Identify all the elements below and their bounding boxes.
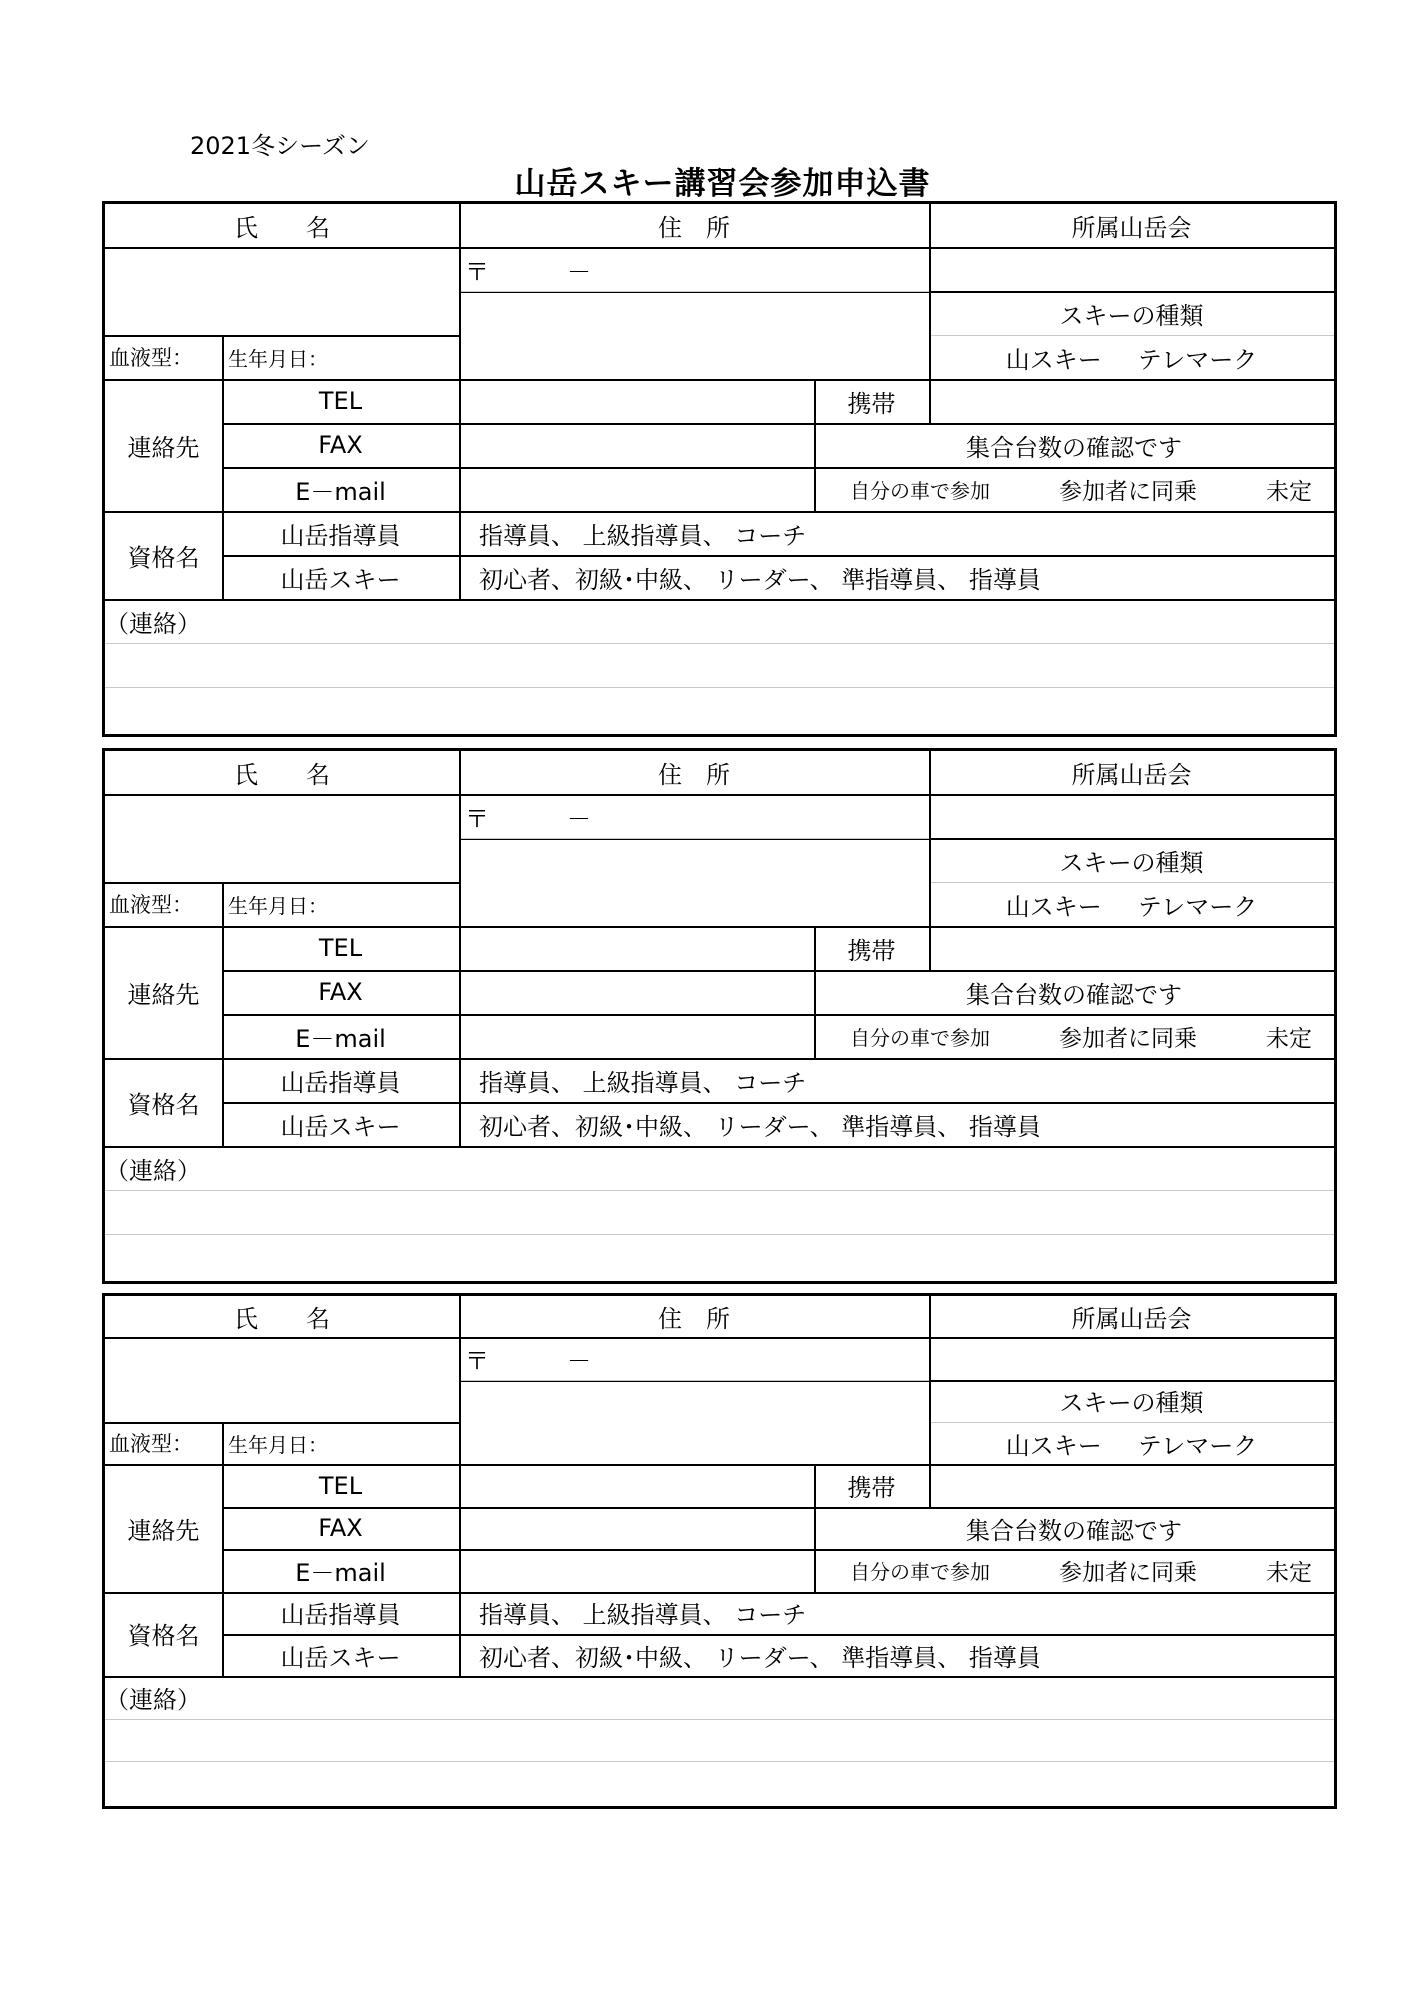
qualification-label: 資格名 bbox=[127, 1090, 200, 1119]
email-field[interactable] bbox=[459, 1014, 814, 1058]
birthdate-field[interactable] bbox=[222, 882, 459, 926]
contact-label: 連絡先 bbox=[127, 1516, 200, 1545]
notes-field[interactable] bbox=[105, 643, 1334, 731]
postal-dash: － bbox=[567, 804, 591, 833]
fax-field[interactable] bbox=[459, 423, 814, 467]
address-header: 住 所 bbox=[658, 761, 730, 789]
instructor-label: 山岳指導員 bbox=[280, 1601, 401, 1630]
application-form-3 bbox=[102, 1293, 1337, 1809]
birthdate-label: 生年月日： bbox=[228, 893, 328, 918]
mobile-field[interactable] bbox=[929, 926, 1334, 970]
carpool-option-ride-along[interactable]: 参加者に同乗 bbox=[1059, 478, 1197, 505]
name-field[interactable] bbox=[105, 794, 459, 882]
mobile-field[interactable] bbox=[929, 1464, 1334, 1506]
birthdate-label: 生年月日： bbox=[228, 346, 328, 371]
application-form-1 bbox=[102, 201, 1337, 737]
mobile-field[interactable] bbox=[929, 379, 1334, 423]
address-field[interactable] bbox=[459, 1380, 929, 1465]
ski-type-options bbox=[929, 1422, 1334, 1464]
postal-mark: 〒 bbox=[465, 1347, 489, 1376]
qualification-label: 資格名 bbox=[127, 543, 200, 572]
ski-option-mountain-ski[interactable]: 山スキー bbox=[1005, 345, 1102, 374]
ski-type-header: スキーの種類 bbox=[1059, 848, 1204, 877]
postal-dash: － bbox=[567, 257, 591, 286]
name-header: 氏 名 bbox=[234, 214, 330, 242]
carpool-option-undecided[interactable]: 未定 bbox=[1266, 1025, 1312, 1052]
instructor-label: 山岳指導員 bbox=[280, 521, 401, 550]
ski-option-mountain-ski[interactable]: 山スキー bbox=[1005, 892, 1102, 921]
ski-type-header: スキーの種類 bbox=[1059, 1389, 1204, 1418]
notes-label: （連絡） bbox=[105, 609, 201, 638]
tel-label: TEL bbox=[318, 1471, 363, 1500]
season-label: 2021冬シーズン bbox=[190, 132, 370, 160]
postal-code-field[interactable] bbox=[459, 1337, 929, 1379]
address-field[interactable] bbox=[459, 291, 929, 379]
address-header: 住 所 bbox=[658, 214, 730, 242]
carpool-option-undecided[interactable]: 未定 bbox=[1266, 1559, 1312, 1586]
blood-type-label: 血液型： bbox=[109, 346, 193, 370]
tel-label: TEL bbox=[318, 934, 363, 962]
notes-label: （連絡） bbox=[105, 1156, 201, 1185]
email-label: E－mail bbox=[295, 477, 386, 506]
instructor-options[interactable]: 指導員、 上級指導員、 コーチ bbox=[479, 521, 807, 550]
ski-qualification-options[interactable]: 初心者、初級･中級、 リーダー、 準指導員、 指導員 bbox=[479, 565, 1041, 594]
carpool-option-own-car[interactable]: 自分の車で参加 bbox=[850, 1559, 990, 1584]
blood-type-field[interactable] bbox=[105, 882, 222, 926]
club-header: 所属山岳会 bbox=[1071, 1305, 1192, 1334]
postal-code-field[interactable] bbox=[459, 247, 929, 291]
ski-qualification-options[interactable]: 初心者、初級･中級、 リーダー、 準指導員、 指導員 bbox=[479, 1643, 1041, 1672]
email-label: E－mail bbox=[295, 1558, 386, 1587]
name-field[interactable] bbox=[105, 1337, 459, 1422]
carpool-option-ride-along[interactable]: 参加者に同乗 bbox=[1059, 1025, 1197, 1052]
postal-code-field[interactable] bbox=[459, 794, 929, 838]
birthdate-field[interactable] bbox=[222, 1422, 459, 1464]
carpool-header: 集合台数の確認です bbox=[966, 980, 1182, 1009]
carpool-options bbox=[814, 1014, 1334, 1058]
carpool-header: 集合台数の確認です bbox=[966, 1516, 1182, 1545]
ski-type-options bbox=[929, 335, 1334, 379]
instructor-label: 山岳指導員 bbox=[280, 1068, 401, 1097]
name-field[interactable] bbox=[105, 247, 459, 335]
postal-mark: 〒 bbox=[465, 804, 489, 833]
blood-type-field[interactable] bbox=[105, 335, 222, 379]
ski-qualification-label: 山岳スキー bbox=[280, 1112, 401, 1141]
name-header: 氏 名 bbox=[234, 1305, 330, 1334]
club-header: 所属山岳会 bbox=[1071, 214, 1192, 242]
tel-label: TEL bbox=[318, 387, 363, 415]
fax-field[interactable] bbox=[459, 1507, 814, 1549]
notes-field[interactable] bbox=[105, 1190, 1334, 1278]
blood-type-field[interactable] bbox=[105, 1422, 222, 1464]
fax-field[interactable] bbox=[459, 970, 814, 1014]
mobile-label: 携帯 bbox=[847, 1474, 896, 1503]
tel-field[interactable] bbox=[459, 379, 814, 423]
postal-mark: 〒 bbox=[465, 257, 489, 286]
ski-option-telemark[interactable]: テレマーク bbox=[1137, 1431, 1258, 1460]
postal-dash: － bbox=[567, 1347, 591, 1376]
ski-type-options bbox=[929, 882, 1334, 926]
instructor-options[interactable]: 指導員、 上級指導員、 コーチ bbox=[479, 1068, 807, 1097]
mobile-label: 携帯 bbox=[847, 389, 896, 418]
qualification-label: 資格名 bbox=[127, 1622, 200, 1651]
ski-option-telemark[interactable]: テレマーク bbox=[1137, 345, 1258, 374]
carpool-header: 集合台数の確認です bbox=[966, 433, 1182, 462]
carpool-options bbox=[814, 467, 1334, 511]
ski-type-header: スキーの種類 bbox=[1059, 301, 1204, 330]
tel-field[interactable] bbox=[459, 926, 814, 970]
notes-label: （連絡） bbox=[105, 1685, 201, 1714]
fax-label: FAX bbox=[318, 1514, 363, 1542]
blood-type-label: 血液型： bbox=[109, 1432, 193, 1457]
carpool-options bbox=[814, 1549, 1334, 1591]
tel-field[interactable] bbox=[459, 1464, 814, 1506]
fax-label: FAX bbox=[318, 431, 363, 459]
club-field[interactable] bbox=[929, 794, 1334, 838]
blood-type-label: 血液型： bbox=[109, 893, 193, 917]
name-header: 氏 名 bbox=[234, 761, 330, 789]
ski-qualification-options[interactable]: 初心者、初級･中級、 リーダー、 準指導員、 指導員 bbox=[479, 1112, 1041, 1141]
carpool-option-ride-along[interactable]: 参加者に同乗 bbox=[1059, 1559, 1197, 1586]
email-field[interactable] bbox=[459, 1549, 814, 1591]
club-field[interactable] bbox=[929, 247, 1334, 291]
mobile-label: 携帯 bbox=[847, 936, 896, 965]
ski-qualification-label: 山岳スキー bbox=[280, 565, 401, 594]
carpool-option-undecided[interactable]: 未定 bbox=[1266, 478, 1312, 505]
birthdate-field[interactable] bbox=[222, 335, 459, 379]
carpool-option-own-car[interactable]: 自分の車で参加 bbox=[850, 478, 990, 503]
ski-option-telemark[interactable]: テレマーク bbox=[1137, 892, 1258, 921]
contact-label: 連絡先 bbox=[127, 433, 200, 462]
address-header: 住 所 bbox=[658, 1305, 730, 1334]
club-header: 所属山岳会 bbox=[1071, 761, 1192, 789]
instructor-options[interactable]: 指導員、 上級指導員、 コーチ bbox=[479, 1601, 807, 1630]
address-field[interactable] bbox=[459, 838, 929, 926]
ski-option-mountain-ski[interactable]: 山スキー bbox=[1005, 1431, 1102, 1460]
club-field[interactable] bbox=[929, 1337, 1334, 1379]
email-field[interactable] bbox=[459, 467, 814, 511]
fax-label: FAX bbox=[318, 978, 363, 1006]
notes-field[interactable] bbox=[105, 1719, 1334, 1804]
contact-label: 連絡先 bbox=[127, 980, 200, 1009]
ski-qualification-label: 山岳スキー bbox=[280, 1643, 401, 1672]
birthdate-label: 生年月日： bbox=[228, 1432, 328, 1457]
page-title: 山岳スキー講習会参加申込書 bbox=[514, 166, 931, 202]
email-label: E－mail bbox=[295, 1024, 386, 1053]
application-form-2 bbox=[102, 748, 1337, 1284]
carpool-option-own-car[interactable]: 自分の車で参加 bbox=[850, 1025, 990, 1050]
